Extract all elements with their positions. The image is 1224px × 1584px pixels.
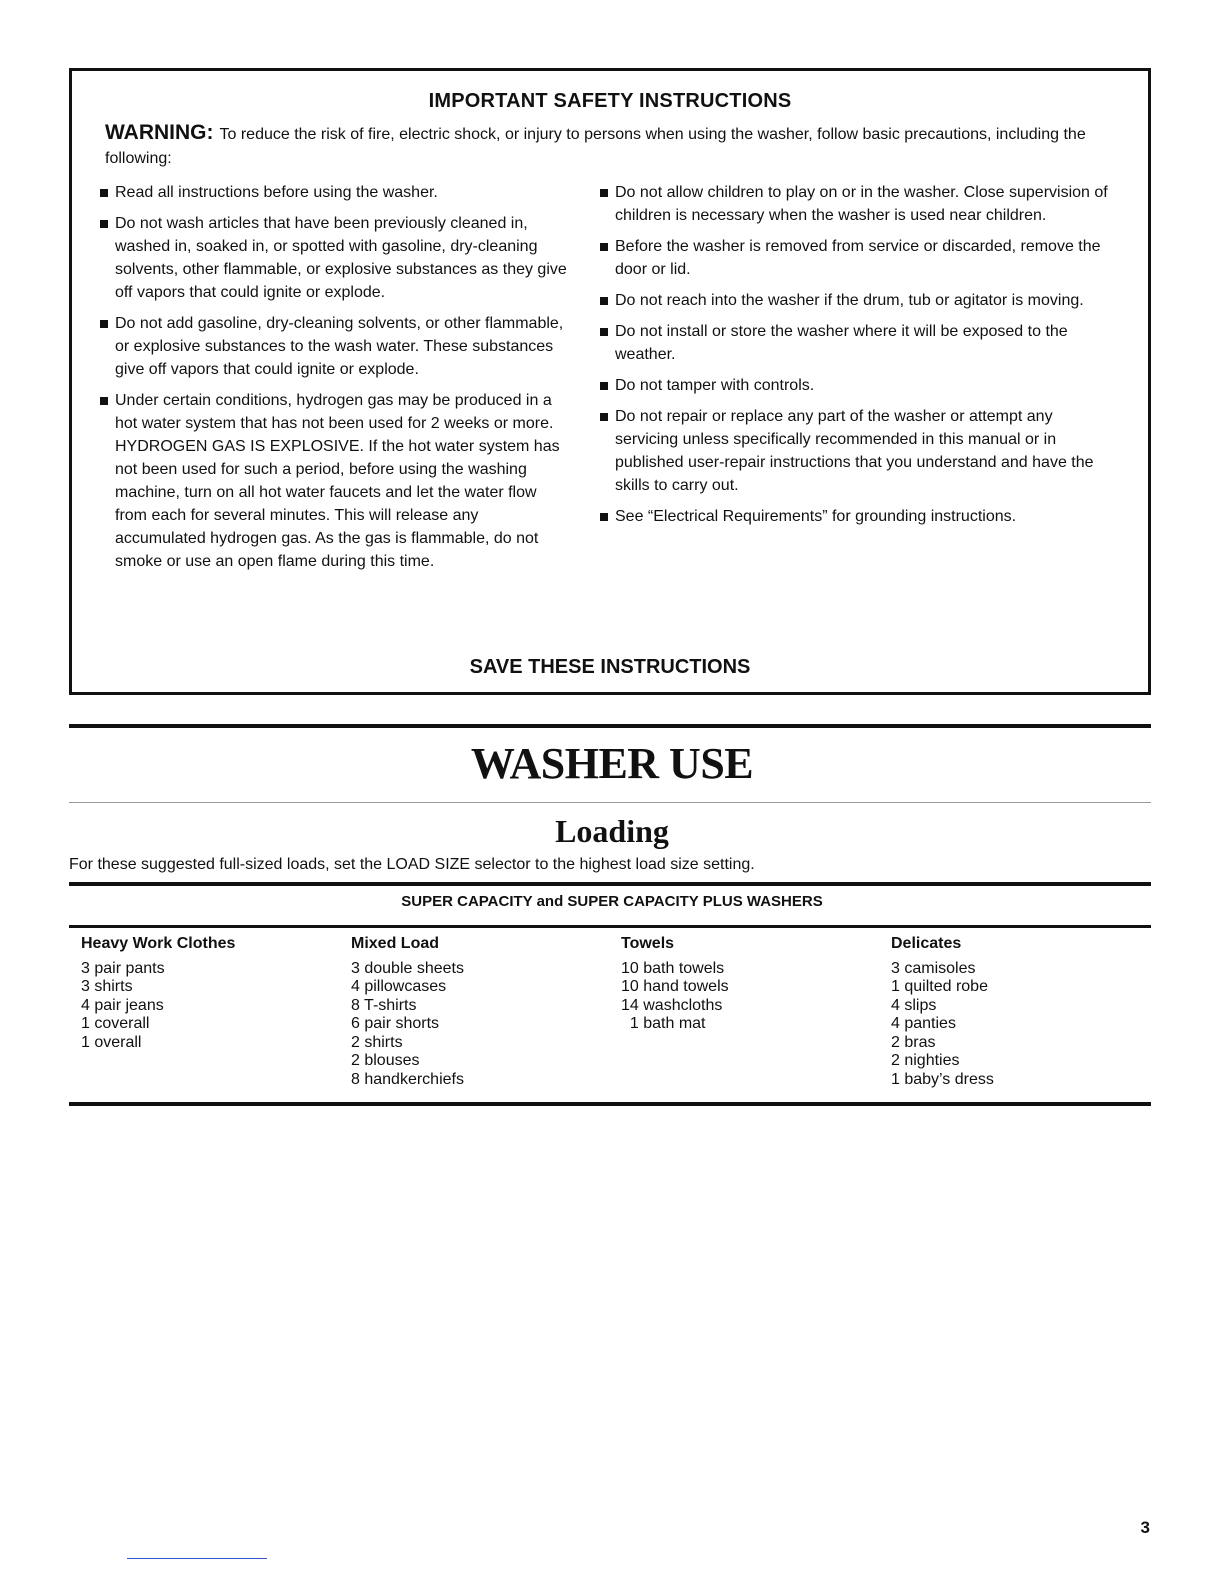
safety-list-text: Do not add gasoline, dry-cleaning solvents, or other flammable, or explosive substances to the wash water. These substances give off vapors that could ignite or explode. <box>115 315 564 378</box>
load-item: 1 baby’s dress <box>891 1070 994 1088</box>
safety-title: IMPORTANT SAFETY INSTRUCTIONS <box>428 90 792 112</box>
bullet-square-icon <box>100 397 108 405</box>
safety-list-item <box>598 374 1118 397</box>
load-column <box>621 935 881 1034</box>
safety-instructions-box <box>69 68 1151 695</box>
load-item: 4 slips <box>891 996 937 1014</box>
load-item: 10 hand towels <box>621 978 729 995</box>
warning-text: To reduce the risk of fire, electric shock, or injury to persons when using the washer, follow basic precautions, including the following: <box>105 126 1086 167</box>
save-instructions-title: SAVE THESE INSTRUCTIONS <box>469 656 751 678</box>
bullet-square-icon <box>600 382 608 390</box>
bullet-square-icon <box>100 220 108 228</box>
load-item: 3 pair pants <box>81 959 165 977</box>
safety-list-text: Do not reach into the washer if the drum, tub or agitator is moving. <box>615 292 1084 309</box>
bullet-square-icon <box>600 513 608 521</box>
safety-list-item <box>598 181 1118 227</box>
load-item: 3 shirts <box>81 978 133 995</box>
safety-list-text: Do not tamper with controls. <box>615 377 815 394</box>
load-item: 1 quilted robe <box>891 978 988 995</box>
warning-paragraph <box>105 121 1108 171</box>
load-item: 1 coverall <box>81 1015 150 1032</box>
footer-link-line <box>127 1558 267 1559</box>
load-column <box>81 935 341 1052</box>
load-item: 2 nighties <box>891 1052 960 1069</box>
bullet-square-icon <box>600 413 608 421</box>
safety-list-item <box>98 212 568 304</box>
load-item: 3 double sheets <box>351 959 464 977</box>
load-column-heading: Towels <box>621 935 675 952</box>
load-item: 4 pillowcases <box>351 978 447 995</box>
table-bottom-rule <box>69 1102 1151 1106</box>
load-item: 14 washcloths <box>621 996 723 1014</box>
safety-list-item <box>98 312 568 381</box>
load-item: 2 shirts <box>351 1033 403 1051</box>
load-column <box>891 935 1151 1089</box>
safety-list-text: Do not wash articles that have been previously cleaned in, washed in, soaked in, or spotted with gasoline, dry-cleaning solvents, other flammable, or explosive substances as they give off vapors that could ignite or explode. <box>115 215 567 301</box>
section-top-rule <box>69 724 1151 728</box>
safety-left-column <box>98 181 568 581</box>
safety-list-item <box>598 405 1118 497</box>
safety-list-item <box>98 389 568 573</box>
load-item: 2 blouses <box>351 1052 420 1069</box>
table-caption: SUPER CAPACITY and SUPER CAPACITY PLUS WASHERS <box>401 893 823 910</box>
bullet-square-icon <box>600 189 608 197</box>
safety-right-column <box>598 181 1118 536</box>
bullet-square-icon <box>600 243 608 251</box>
load-item: 2 bras <box>891 1033 936 1051</box>
load-item: 8 handkerchiefs <box>351 1070 464 1088</box>
load-item: 3 camisoles <box>891 959 976 977</box>
page-number: 3 <box>1140 1518 1150 1537</box>
safety-list-text: Under certain conditions, hydrogen gas may be produced in a hot water system that has not been used for 2 weeks or more. HYDROGEN GAS IS EXPLOSIVE. If the hot water system has not been used for such a period, before using the washing machine, turn on all hot water faucets and let the water flow from each for several minutes. This will release any accumulated hydrogen gas. As the gas is flammable, do not smoke or use an open flame during this time. <box>115 392 560 570</box>
table-top-rule <box>69 882 1151 886</box>
load-item: 1 overall <box>81 1033 142 1051</box>
bullet-square-icon <box>100 189 108 197</box>
load-column-heading: Mixed Load <box>351 935 440 952</box>
safety-list-item <box>598 235 1118 281</box>
table-header-rule <box>69 925 1151 928</box>
safety-list-item <box>598 289 1118 312</box>
safety-list-item <box>598 505 1118 528</box>
load-item: 1 bath mat <box>621 1015 706 1032</box>
load-item: 4 panties <box>891 1015 956 1032</box>
safety-list-text: Read all instructions before using the washer. <box>115 184 438 201</box>
load-column-heading: Delicates <box>891 935 962 952</box>
warning-label: WARNING: <box>105 121 214 144</box>
safety-list-text: Do not allow children to play on or in the washer. Close supervision of children is necessary when the washer is used near children. <box>615 184 1108 224</box>
section-divider <box>69 802 1151 803</box>
safety-list-text: Do not repair or replace any part of the washer or attempt any servicing unless specifically recommended in this manual or in published user-repair instructions that you understand and have the skills to carry out. <box>615 408 1094 494</box>
bullet-square-icon <box>100 320 108 328</box>
safety-list-text: Before the washer is removed from service or discarded, remove the door or lid. <box>615 238 1101 278</box>
bullet-square-icon <box>600 328 608 336</box>
safety-list-text: Do not install or store the washer where it will be exposed to the weather. <box>615 323 1068 363</box>
load-item: 8 T-shirts <box>351 996 417 1014</box>
safety-list-text: See “Electrical Requirements” for grounding instructions. <box>615 508 1017 525</box>
load-item: 10 bath towels <box>621 959 725 977</box>
loading-intro: For these suggested full-sized loads, set the LOAD SIZE selector to the highest load size setting. <box>69 856 755 873</box>
load-item: 4 pair jeans <box>81 996 164 1014</box>
loading-title: Loading <box>555 813 669 849</box>
load-column <box>351 935 611 1089</box>
section-title: WASHER USE <box>470 739 754 788</box>
load-column-heading: Heavy Work Clothes <box>81 935 236 952</box>
load-item: 6 pair shorts <box>351 1015 440 1032</box>
safety-list-item <box>598 320 1118 366</box>
bullet-square-icon <box>600 297 608 305</box>
safety-list-item <box>98 181 568 204</box>
